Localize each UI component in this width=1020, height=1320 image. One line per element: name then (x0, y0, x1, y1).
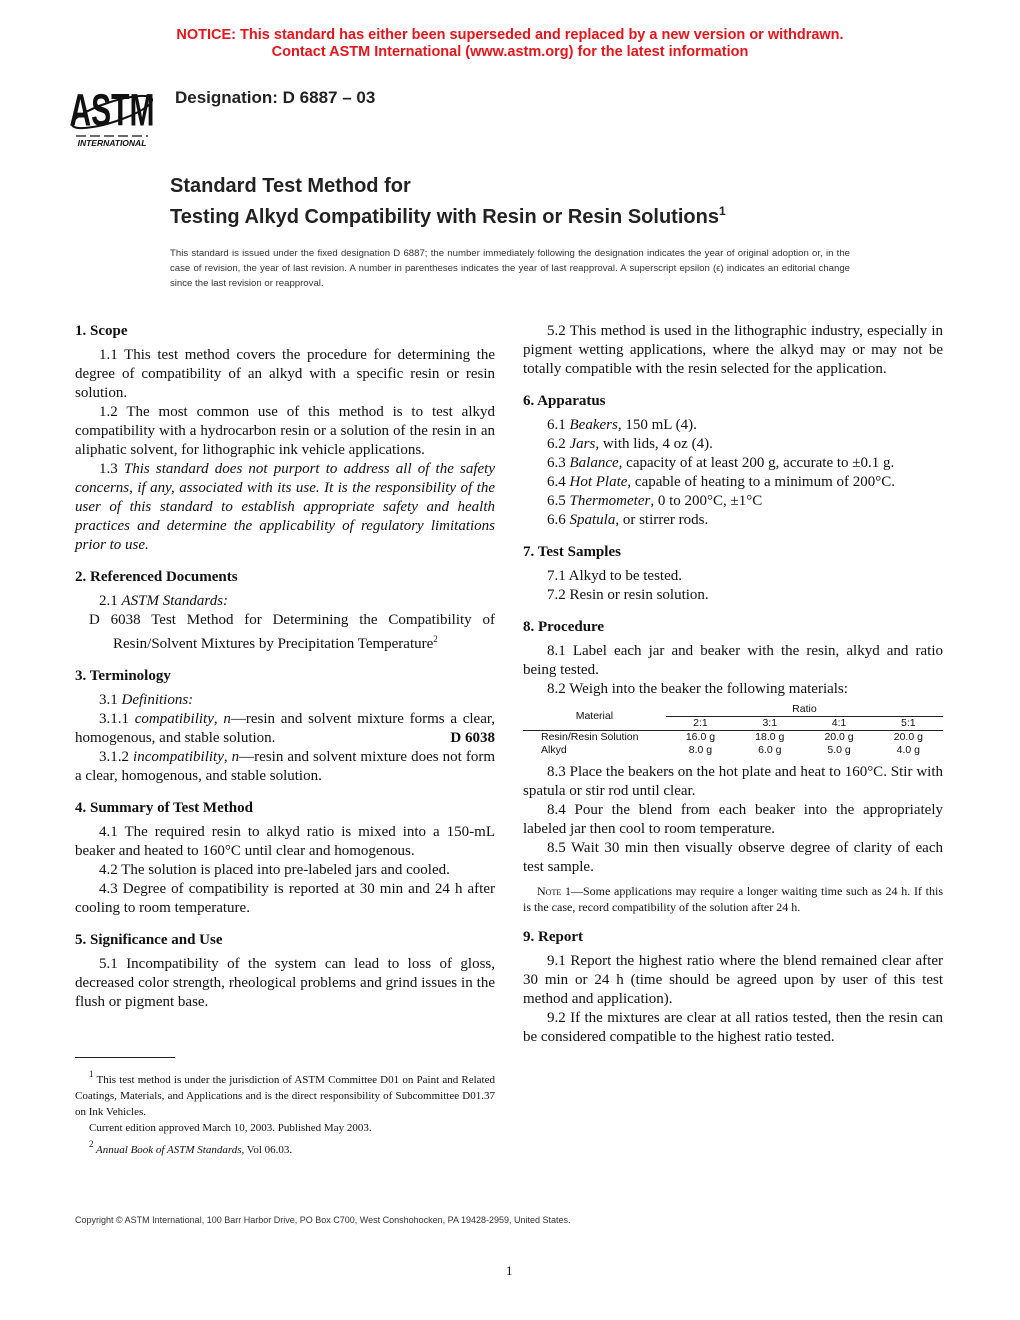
footnote-1-edition: Current edition approved March 10, 2003. Published May 2003. (89, 1122, 372, 1134)
footnote-2: $^2$ Annual Book of ASTM Standards, Vol 06.03. (89, 1139, 293, 1156)
safety-paragraph: 1.3 This standard does not purport to address all of the safety concerns, if any, associated with its use. It is the responsibility of the user of this standard to establish appropriate safety and health practices and determine the applicability of regulatory limitations prior to use. (75, 461, 496, 553)
footnote-ref[interactable]: 1 (718, 204, 726, 218)
ratio-header: 4:1 (804, 717, 873, 731)
paragraph: 8.2 Weigh into the beaker the following materials: (547, 681, 848, 697)
paragraph: 7.1 Alkyd to be tested. (547, 568, 682, 584)
paragraph: 5.2 This method is used in the lithographic industry, especially in pigment wetting applications, where the alkyd may or may not be totally compatible with the resin selected for the application. (523, 323, 943, 377)
designation: Designation: D 6887 – 03 (175, 88, 376, 107)
table-cell: 16.0 g (685, 731, 716, 743)
page-title (170, 174, 726, 230)
table-row (523, 731, 943, 745)
paragraph: 1.2 The most common use of this method is to test alkyd compatibility with a hydrocarbon resin or a solution of the resin in an aliphatic solvent, for lithographic ink vehicle applications. (75, 404, 495, 458)
note: Note 1—Some applications may require a longer waiting time such as 24 h. If this is the case, record compatibility of the solution after 24 h. (523, 884, 943, 914)
apparatus-item: 6.3 Balance, capacity of at least 200 g, accurate to ±0.1 g. (547, 455, 895, 471)
title-line-1: Standard Test Method for (170, 175, 411, 197)
definition-incompatibility: 3.1.2 incompatibility, n—resin and solvent mixture does not form a clear, homogenous, and stable solution. (75, 749, 496, 784)
table-cell: 20.0 g (824, 731, 854, 743)
ratio-header: 3:1 (735, 717, 804, 731)
svg-text:INTERNATIONAL: INTERNATIONAL (77, 138, 147, 148)
footnote-divider (75, 1057, 175, 1058)
table-cell: 6.0 g (758, 744, 782, 756)
section-heading-summary: 4. Summary of Test Method (75, 800, 253, 816)
right-column (523, 322, 943, 1047)
footnote-1: $^1$ This test method is under the jurisdiction of ASTM Committee D01 on Paint and Related Coatings, Materials, and Applications and is the direct responsibility of Subcommittee D01.37 on Ink Vehicles. (75, 1069, 495, 1118)
page-number: 1 (506, 1263, 513, 1278)
apparatus-item: 6.2 Jars, with lids, 4 oz (4). (547, 436, 713, 452)
row-label: Resin/Resin Solution (541, 731, 639, 743)
paragraph: 9.2 If the mixtures are clear at all ratios tested, then the resin can be considered compatible to the highest ratio tested. (523, 1010, 943, 1045)
paragraph: 7.2 Resin or resin solution. (547, 587, 709, 603)
section-heading-procedure: 8. Procedure (523, 619, 605, 635)
title-line-2: Testing Alkyd Compatibility with Resin or Resin Solutions$^1$ (170, 204, 726, 228)
section-heading-scope: 1. Scope (75, 323, 128, 339)
definition-source: D 6038 (450, 730, 495, 746)
section-heading-significance: 5. Significance and Use (75, 932, 223, 948)
table-cell: 8.0 g (688, 744, 713, 756)
paragraph: 5.1 Incompatibility of the system can lead to loss of gloss, decreased color strength, rheological problems and grind issues in the flush or pigment base. (75, 956, 495, 1010)
paragraph: 2.1 ASTM Standards: (99, 593, 229, 609)
section-heading-report: 9. Report (523, 929, 583, 945)
row-label: Alkyd (541, 744, 567, 756)
copyright-line: Copyright © ASTM International, 100 Barr Harbor Drive, PO Box C700, West Conshohocken, PA 19428-2959, United States. (75, 1215, 571, 1225)
ratio-header: 2:1 (666, 717, 735, 731)
section-heading-apparatus: 6. Apparatus (523, 393, 606, 409)
notice-line-1: NOTICE: This standard has either been superseded and replaced by a new version or withdrawn. (176, 27, 844, 43)
reference-item: D 6038 Test Method for Determining the Compatibility of Resin/Solvent Mixtures by Precipitation Temperature$^2$ (89, 612, 495, 652)
section-heading-test-samples: 7. Test Samples (523, 544, 621, 560)
paragraph: 8.5 Wait 30 min then visually observe degree of clarity of each test sample. (523, 840, 943, 875)
paragraph: 8.3 Place the beakers on the hot plate and heat to 160°C. Stir with spatula or stir rod until clear. (523, 764, 943, 799)
apparatus-item: 6.5 Thermometer, 0 to 200°C, ±1°C (547, 493, 763, 509)
paragraph: 8.1 Label each jar and beaker with the resin, alkyd and ratio being tested. (523, 643, 943, 678)
apparatus-item: 6.4 Hot Plate, capable of heating to a minimum of 200°C. (547, 474, 896, 490)
table-row (523, 744, 943, 757)
paragraph: 3.1 Definitions: (99, 692, 194, 708)
left-column (75, 322, 495, 1012)
table-cell: 18.0 g (755, 731, 785, 743)
svg-text:ASTM: ASTM (69, 85, 155, 137)
materials-table (523, 703, 943, 757)
notice-line-2: Contact ASTM International (www.astm.org) for the latest information (271, 44, 749, 60)
paragraph: 8.4 Pour the blend from each beaker into the appropriately labeled jar then cool to room temperature. (523, 802, 943, 837)
paragraph: 4.1 The required resin to alkyd ratio is mixed into a 150-mL beaker and heated to 160°C until clear and homogenous. (75, 824, 495, 859)
paragraph: 9.1 Report the highest ratio where the blend remained clear after 30 min or 24 h (time should be agreed upon by user of this test method and application). (523, 953, 943, 1007)
footnote-ref[interactable]: 2 (433, 634, 438, 644)
column-header-ratio: Ratio (666, 703, 943, 717)
astm-logo-icon (64, 76, 160, 148)
paragraph: 4.2 The solution is placed into pre-labeled jars and cooled. (99, 862, 450, 878)
paragraph: 1.1 This test method covers the procedure for determining the degree of compatibility of an alkyd with a specific resin or resin solution. (75, 347, 495, 401)
withdrawn-notice (0, 27, 1020, 61)
section-heading-referenced-documents: 2. Referenced Documents (75, 569, 238, 585)
ratio-header: 5:1 (874, 717, 943, 731)
apparatus-item: 6.6 Spatula, or stirrer rods. (547, 512, 709, 528)
section-heading-terminology: 3. Terminology (75, 668, 171, 684)
table-cell: 20.0 g (893, 731, 923, 743)
issuance-note: This standard is issued under the fixed designation D 6887; the number immediately following the designation indicates the year of original adoption or, in the case of revision, the year of last revision. A number in parentheses indicates the year of last reapproval. A superscript epsilon (ϵ) indicates an editorial change since the last revision or reapproval. (170, 248, 850, 289)
table-cell: 5.0 g (827, 744, 851, 756)
column-header-material: Material (523, 703, 666, 731)
table-cell: 4.0 g (896, 744, 921, 756)
footnotes (75, 1066, 495, 1158)
apparatus-item: 6.1 Beakers, 150 mL (4). (547, 417, 697, 433)
definition-compatibility: 3.1.1 compatibility, n—resin and solvent mixture forms a clear, homogenous, and stable solution. D 6038 (75, 711, 495, 746)
paragraph: 4.3 Degree of compatibility is reported at 30 min and 24 h after cooling to room temperature. (75, 881, 495, 916)
